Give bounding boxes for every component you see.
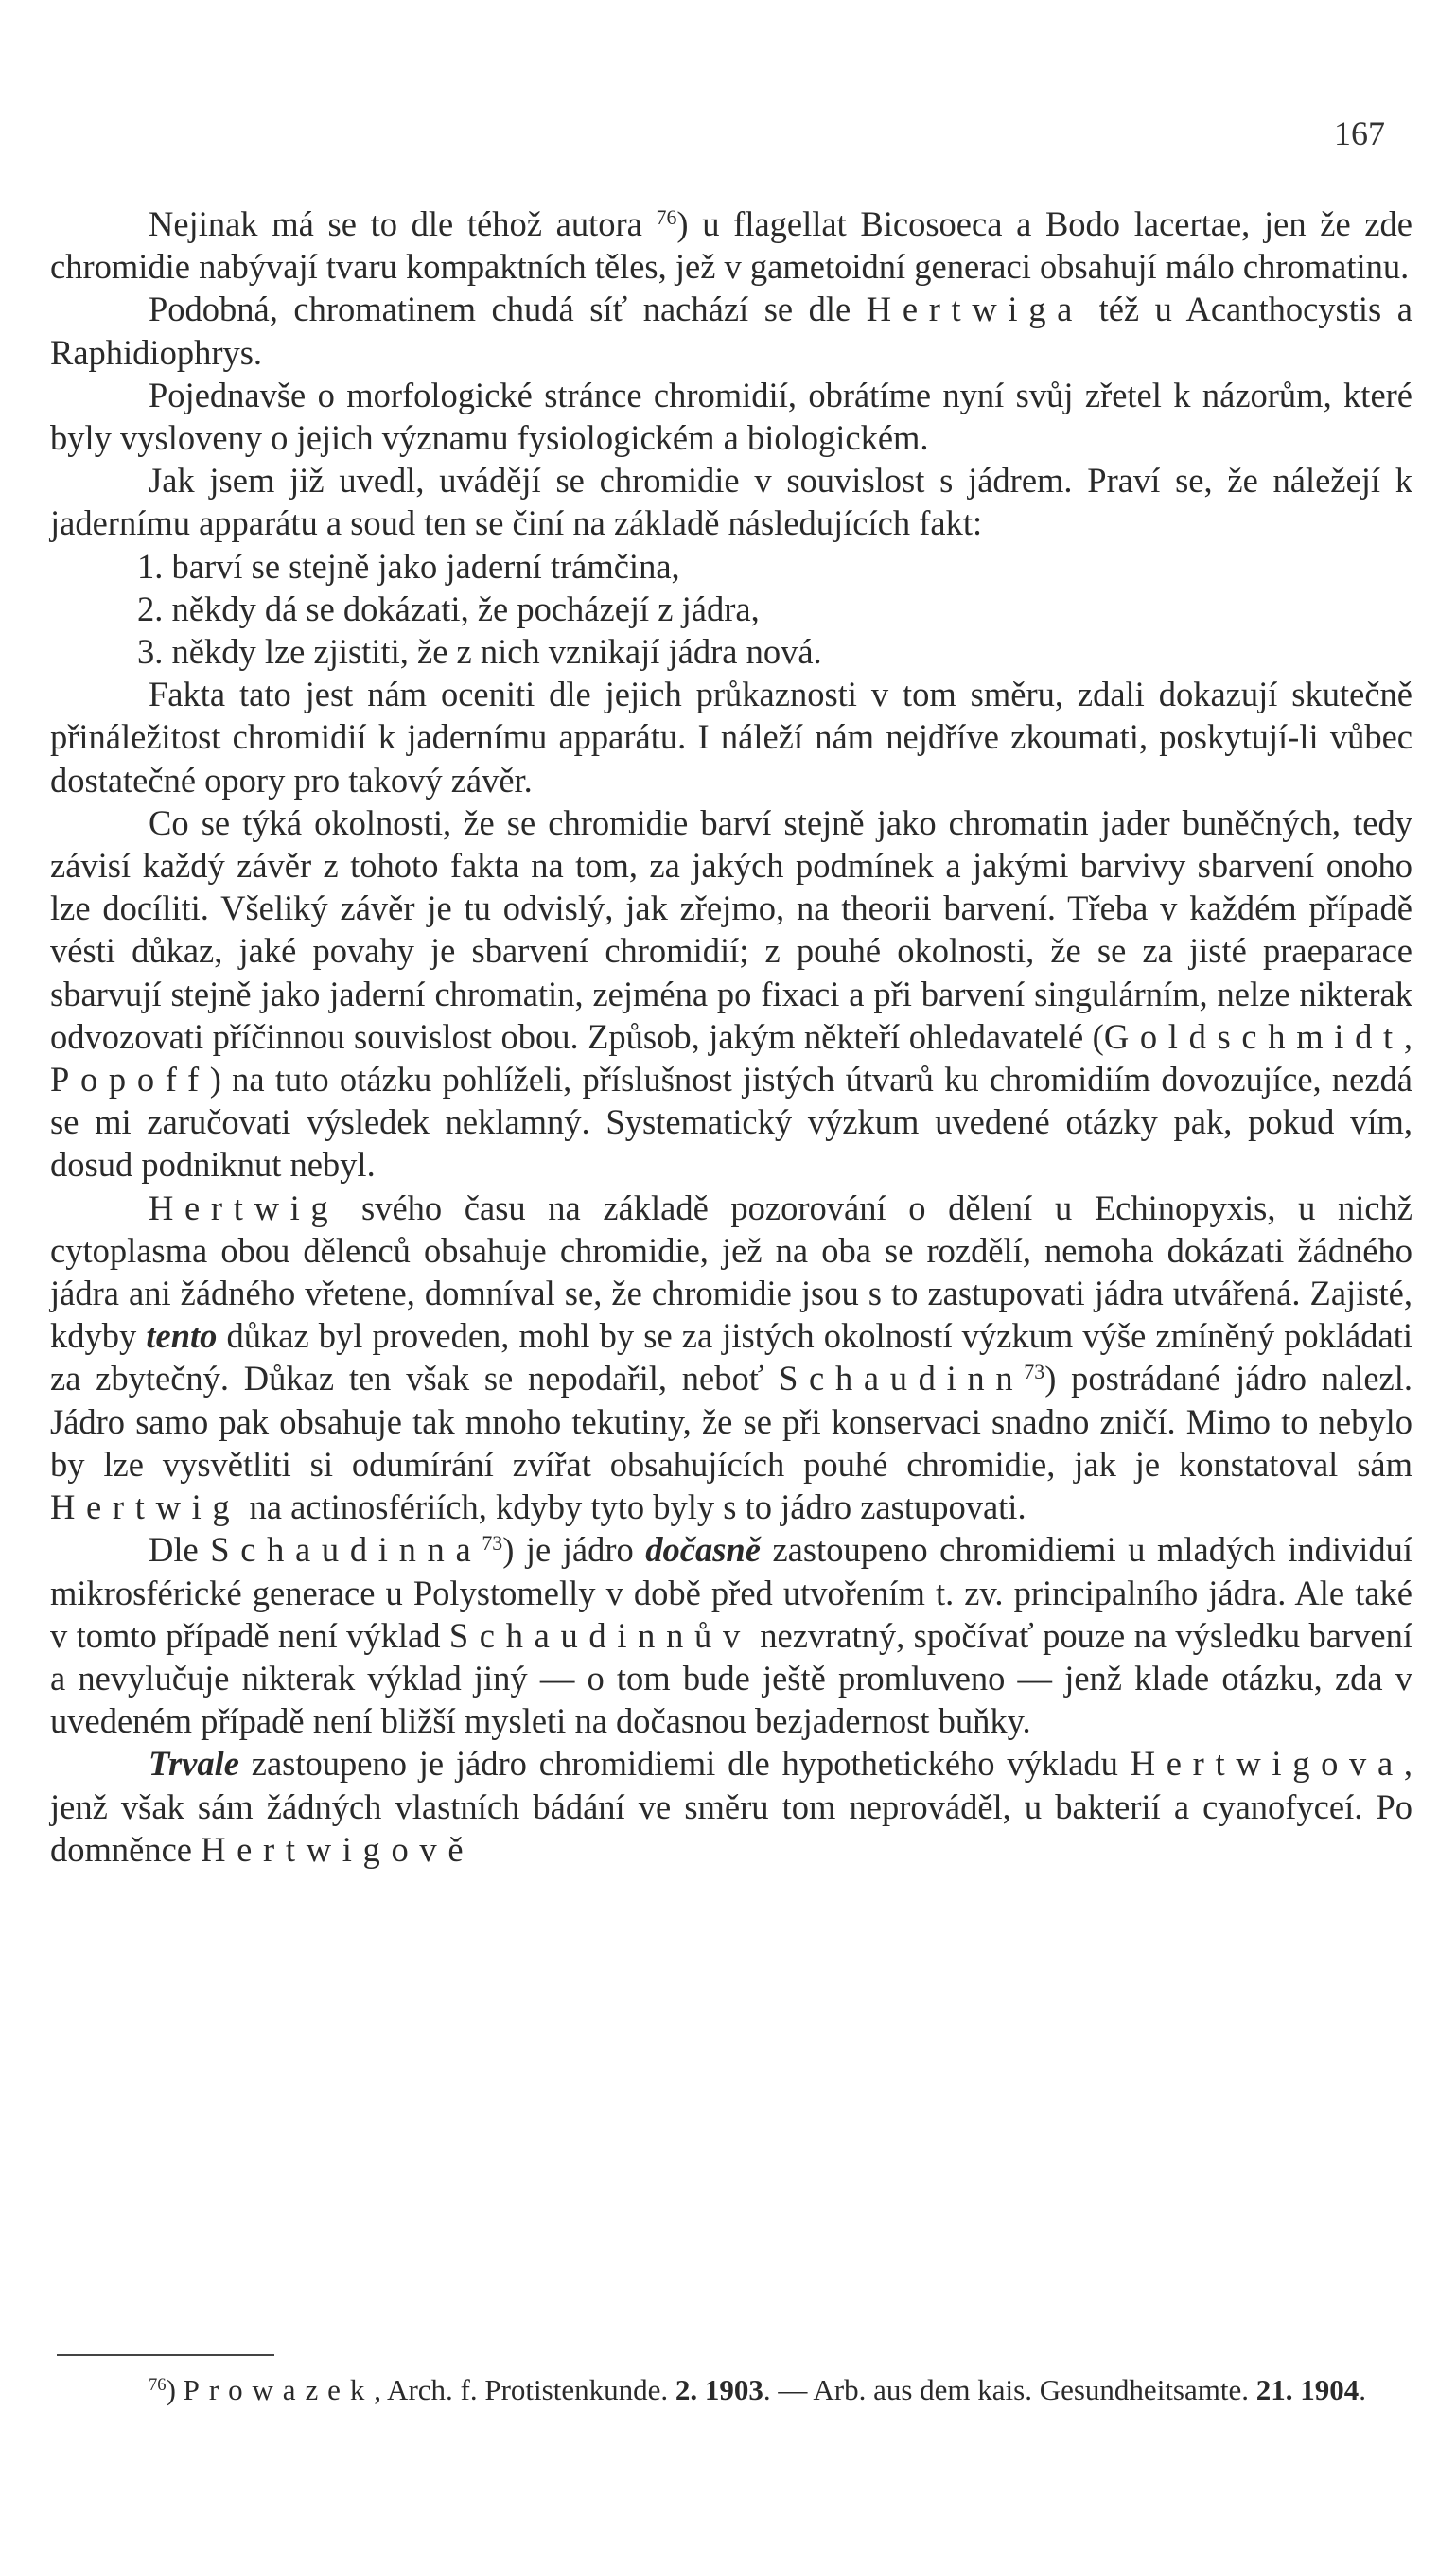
footnote-reference: 76 xyxy=(656,204,677,229)
text-run: Nejinak má se to dle téhož autora xyxy=(149,204,657,243)
text-run: ) postrádané jádro nalezl. Jádro samo pak obsahuje tak mnoho tekutiny, že se při konservaci snadno zničí. Mimo to nebylo by lze vysvětliti si odumírání zvířat obsahujících pouhé chromidie, jak je konstatoval sám xyxy=(50,1359,1412,1484)
text-run: zastoupeno je jádro chromidiemi dle hypothetického výkladu xyxy=(238,1744,1131,1784)
page-number: 167 xyxy=(1334,114,1385,152)
text-run: svého času na základě pozorování o dělení u Echinopyxis, u nichž cytoplasma obou dělenců obsahuje chromidie, jež na oba se rozdělí, nemoha dokázati žádného jádra ani žádného vřetene, domníval se, že chromidie jsou s to zastupovati jádra utvářená. Zajisté, kdyby xyxy=(50,1188,1412,1356)
text-run: ) na tuto otázku pohlíželi, příslušnost jistých útvarů ku chromidiím dovozujíce, nezdá se mi zaručovati výsledek neklamný. Systematický výzkum uvedené otázky pak, pokud vím, dosud podniknut nebyl. xyxy=(50,1060,1412,1185)
volume-year: 21. 1904 xyxy=(1255,2373,1360,2406)
author-name: Popoff xyxy=(50,1060,210,1100)
text-run: Co se týká okolnosti, že se chromidie barví stejně jako chromatin jader buněčných, tedy závisí každý závěr z tohoto fakta na tom, za jakých podmínek a jakými barvivy sbarvení onoho lze docíliti. Všeliký závěr je tu odvislý, jak zřejmo, na theorii barvení. Třeba v každém případě vésti důkaz, jaké povahy je sbarvení chromidií; z pouhé okolnosti, že se za jisté praeparace sbarvují stejně jako jaderní chromatin, zejména po fixaci a při barvení singulárním, nelze nikterak odvozovati příčinnou souvislost obou. Způsob, jakým někteří ohledavatelé ( xyxy=(50,802,1412,1056)
list-item: 3. někdy lze zjistiti, že z nich vznikají jádra nová. xyxy=(137,632,822,672)
text-run: ) u flagellat Bicosoeca a Bodo lacertae, jen že zde chromidie nabývají tvaru kompaktních těles, jež v gametoidní generaci obsahují málo chromatinu. xyxy=(50,204,1412,287)
paragraph-9 xyxy=(50,1742,1412,1871)
author-name: Hertwig xyxy=(149,1188,340,1227)
footnote-reference: 73 xyxy=(482,1531,503,1556)
list-item: 1. barví se stejně jako jaderní trámčina, xyxy=(137,546,680,586)
author-name: Hertwig xyxy=(50,1487,241,1527)
text-run: ) je jádro xyxy=(502,1530,646,1570)
body-text xyxy=(50,202,1412,1871)
text-run: Dle xyxy=(149,1530,211,1570)
emphasis: tento xyxy=(146,1316,218,1356)
author-name: Prowazek xyxy=(183,2373,375,2406)
text-run: na actinosfériích, kdyby tyto byly s to jádro zastupovati. xyxy=(240,1487,1026,1527)
paragraph-4: Jak jsem již uvedl, uvádějí se chromidie v souvislost s jádrem. Praví se, že náležejí k jadernímu apparátu a soud ten se činí na základě následujících fakt: xyxy=(50,461,1412,543)
text-run: nezvratný, spočívať pouze na výsledku barvení a nevylučuje nikterak výklad jiný — o tom bude ještě promluveno — jenž klade otázku, zda v uvedeném případě není bližší mysleti na dočasnou bezjadernost buňky. xyxy=(50,1615,1412,1741)
paragraph-2 xyxy=(50,288,1412,373)
author-name: Hertwiga xyxy=(866,290,1084,329)
footnote-marker: 76 xyxy=(149,2374,167,2395)
author-name: Schaudinnův xyxy=(448,1615,751,1655)
paragraph-1 xyxy=(50,202,1412,288)
emphasis: dočasně xyxy=(645,1530,761,1570)
footnote xyxy=(50,2370,1412,2410)
footnote-divider xyxy=(57,2354,274,2356)
text-run: zastoupeno chromidiemi u mladých individuí mikrosférické generace u Polystomelly v době před utvořením t. zv. principalního jádra. Ale také v tomto případě není výklad xyxy=(50,1530,1413,1655)
text-run: též u Acanthocystis a Raphidiophrys. xyxy=(50,290,1412,372)
paragraph-3: Pojednavše o morfologické stránce chromidií, obrátíme nyní svůj zřetel k názorům, které byly vysloveny o jejich významu fysiologickém a biologickém. xyxy=(50,375,1412,458)
text-run: , Arch. f. Protistenkunde. xyxy=(374,2373,675,2406)
paragraph-5: Fakta tato jest nám oceniti dle jejich průkaznosti v tom směru, zdali dokazují skutečně přináležitost chromidií k jadernímu apparátu. I náleží nám nejdříve zkoumati, poskytují-li vůbec dostatečné opory pro takový závěr. xyxy=(50,675,1412,800)
text-run: . — Arb. aus dem kais. Gesundheitsamte. xyxy=(763,2373,1256,2406)
paragraph-7 xyxy=(50,1187,1412,1529)
text-run: Podobná, chromatinem chudá síť nachází se dle xyxy=(149,290,867,329)
text-run: . xyxy=(1359,2373,1366,2406)
volume-year: 2. 1903 xyxy=(675,2373,763,2406)
author-name: Hertwigova xyxy=(1130,1744,1404,1784)
author-name: Schaudinna xyxy=(210,1530,482,1570)
text-run: ) xyxy=(166,2373,184,2406)
footnote-reference: 73 xyxy=(1024,1360,1045,1384)
text-run: , jenž však sám žádných vlastních bádání ve směru tom neprováděl, u bakterií a cyanofyceí. Po domněnce xyxy=(50,1744,1412,1869)
emphasis: Trvale xyxy=(149,1744,239,1784)
paragraph-6 xyxy=(50,801,1412,1187)
paragraph-8 xyxy=(50,1528,1412,1742)
list-item: 2. někdy dá se dokázati, že pocházejí z jádra, xyxy=(137,589,760,628)
author-name: Hertwigově xyxy=(201,1829,475,1869)
author-name: Goldschmidt xyxy=(1103,1016,1404,1056)
text-run: důkaz byl proveden, mohl by se za jistých okolností výzkum výše zmíněný pokládati za zbytečný. Důkaz ten však se nepodařil, neboť xyxy=(50,1316,1412,1399)
author-name: Schaudinn xyxy=(779,1359,1025,1399)
text-run: , xyxy=(1403,1016,1412,1056)
